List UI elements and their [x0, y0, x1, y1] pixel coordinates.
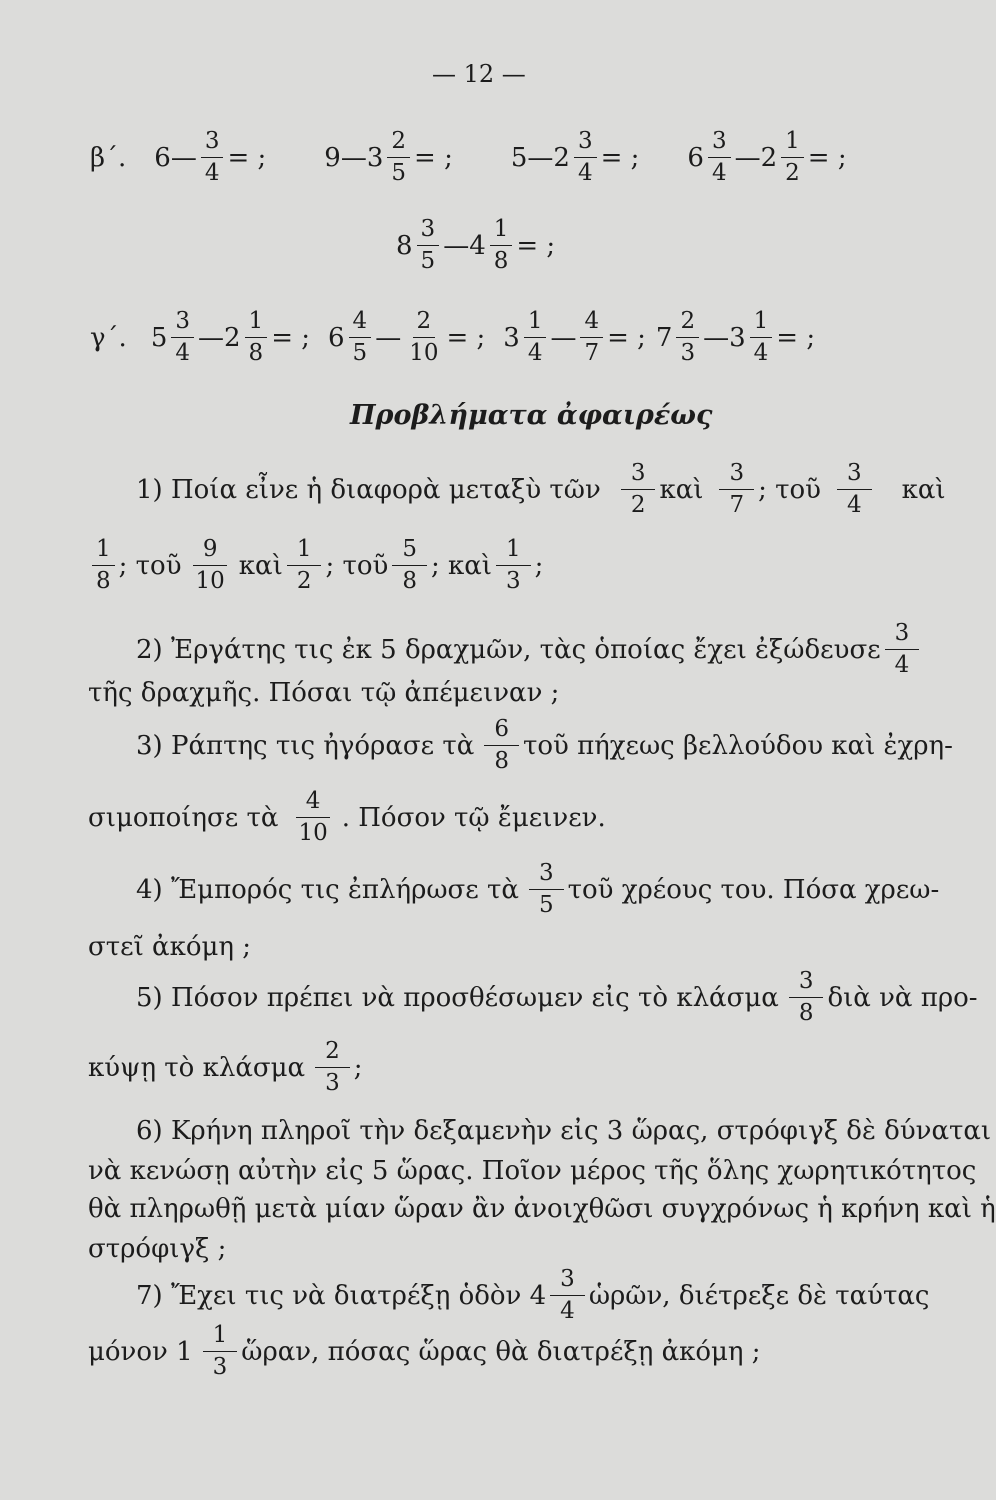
problem-4-text-1a: 4) Ἔμπορός τις ἐπλήρωσε τὰ [136, 874, 519, 905]
exercise-b2-end: = ; [414, 142, 453, 173]
exercise-b3-fraction: $\frac{3}{4}$ [574, 130, 597, 185]
problem-1-fraction-7: $\frac{5}{8}$ [392, 538, 427, 593]
problem-1-tou-2: ; τοῦ [118, 550, 182, 581]
problem-6-line-3: θὰ πληρωθῇ μετὰ μίαν ὥραν ἂν ἀνοιχθῶσι συγχρόνως ἡ κρήνη καὶ ἡ [88, 1194, 996, 1224]
exercise-c4-end: = ; [776, 322, 816, 353]
exercise-b5-fraction-2: $\frac{1}{8}$ [490, 218, 513, 273]
problem-5-line-1 [136, 970, 978, 1025]
exercise-b1-whole: 6 [154, 142, 171, 173]
section-b-label: β΄. [90, 142, 127, 173]
problem-1-fraction-2: $\frac{3}{7}$ [719, 462, 754, 517]
exercise-c2-end: = ; [446, 322, 486, 353]
exercise-c4-lead: 7 [655, 322, 673, 353]
exercise-b5-fraction-1: $\frac{3}{5}$ [417, 218, 440, 273]
problem-1-kai-2: καὶ [901, 474, 946, 505]
exercise-b5-lead: 8 [396, 230, 413, 261]
problem-7-fraction-1: $\frac{3}{4}$ [550, 1268, 585, 1323]
problem-1-tou-3: ; τοῦ [325, 550, 389, 581]
problem-1-tou-1: ; τοῦ [758, 474, 821, 505]
problem-1-kai-3: καὶ [238, 550, 283, 581]
problem-4-line-2: στεῖ ἀκόμη ; [88, 932, 252, 962]
problem-5-text-2b: ; [353, 1052, 363, 1083]
problem-3-text-1b: τοῦ πήχεως βελλούδου καὶ ἐχρη- [522, 730, 953, 761]
problem-6-line-2: νὰ κενώσῃ αὐτὴν εἰς 5 ὥρας. Ποῖον μέρος τῆς ὅλης χωρητικότητος [88, 1156, 977, 1186]
exercise-b5-end: = ; [516, 230, 556, 261]
problem-1-fraction-4: $\frac{1}{8}$ [92, 538, 115, 593]
exercise-c4-fraction-1: $\frac{2}{3}$ [676, 310, 699, 365]
exercise-b4-lead: 6 [687, 142, 704, 173]
exercise-c2-lead: 6 [328, 322, 345, 353]
exercise-c2-fraction-2: $\frac{2}{10}$ [409, 308, 439, 366]
problem-7-text-1b: ὡρῶν, διέτρεξε δὲ ταύτας [588, 1280, 930, 1311]
problem-2-line-1 [136, 620, 910, 678]
problem-1-kai-1: καὶ [659, 474, 704, 505]
exercise-c4-fraction-2: $\frac{1}{4}$ [750, 310, 773, 365]
exercise-b1-op: — [170, 142, 197, 173]
problem-7-text-2a: μόνον 1 [88, 1336, 193, 1367]
problems-heading: Προβλήματα ἀφαιρέως [350, 400, 713, 431]
exercise-c3-end: = ; [607, 322, 646, 353]
exercise-b2-fraction: $\frac{2}{5}$ [387, 130, 410, 185]
problem-3-text-2a: σιμοποίησε τὰ [88, 802, 279, 833]
section-b-row2 [396, 218, 555, 273]
problem-7-text-2b: ὥραν, πόσας ὥρας θὰ διατρέξῃ ἀκόμη ; [241, 1336, 761, 1367]
exercise-c3-fraction-2: $\frac{4}{7}$ [580, 310, 603, 365]
problem-7-line-1 [136, 1266, 930, 1324]
section-c-label: γ΄. [90, 322, 127, 353]
problem-5-text-1b: διὰ νὰ προ- [827, 982, 978, 1013]
problem-1-text: 1) Ποία εἶνε ἡ διαφορὰ μεταξὺ τῶν [136, 474, 601, 505]
problem-7-text-1a: 7) Ἔχει τις νὰ διατρέξῃ ὁδὸν 4 [136, 1280, 547, 1311]
problem-2-fraction: $\frac{3}{4}$ [885, 622, 920, 677]
problem-1-end: ; [534, 550, 544, 581]
exercise-b4-fraction-1: $\frac{3}{4}$ [708, 130, 731, 185]
exercise-c1-fraction-1: $\frac{3}{4}$ [171, 310, 194, 365]
exercise-b4-mid: —2 [734, 142, 778, 173]
problem-4-line-1 [136, 862, 939, 917]
exercise-b3-end: = ; [600, 142, 640, 173]
problem-6-line-1: 6) Κρήνη πληροῖ τὴν δεξαμενὴν εἰς 3 ὥρας, στρόφιγξ δὲ δύναται [136, 1116, 992, 1146]
problem-4-text-1b: τοῦ χρέους του. Πόσα χρεω- [567, 874, 940, 905]
problem-1-line-1 [136, 462, 946, 517]
problem-3-line-2 [88, 790, 606, 845]
page-number: — 12 — [432, 60, 526, 88]
problem-1-fraction-6: $\frac{1}{2}$ [287, 538, 322, 593]
problem-2-text-1: 2) Ἐργάτης τις ἐκ 5 δραχμῶν, τὰς ὁποίας ἔχει ἐξώδευσε [136, 634, 881, 665]
exercise-b1-fraction: $\frac{3}{4}$ [201, 130, 224, 185]
problem-3-fraction-1: $\frac{6}{8}$ [484, 718, 519, 773]
problem-3-fraction-2: $\frac{4}{10}$ [288, 790, 337, 845]
problem-3-text-2b: . Πόσον τῷ ἔμεινεν. [341, 802, 606, 833]
problem-4-fraction: $\frac{3}{5}$ [529, 862, 564, 917]
exercise-b5-mid: —4 [443, 230, 486, 261]
problem-1-fraction-5: $\frac{9}{10}$ [186, 538, 235, 593]
exercise-c1-mid: —2 [198, 322, 241, 353]
problem-3-line-1 [136, 718, 953, 773]
problem-1-kai-4: ; καὶ [430, 550, 492, 581]
exercise-b4-fraction-2: $\frac{1}{2}$ [781, 130, 804, 185]
exercise-b1-end: = ; [227, 142, 267, 173]
problem-1-fraction-3: $\frac{3}{4}$ [837, 462, 872, 517]
problem-1-fraction-1: $\frac{3}{2}$ [621, 462, 656, 517]
section-c-row [90, 310, 920, 365]
section-b-row1 [90, 130, 910, 185]
exercise-c4-mid: —3 [703, 322, 746, 353]
problem-1-line-2 [88, 538, 543, 593]
problem-2-line-2: τῆς δραχμῆς. Πόσαι τῷ ἀπέμειναν ; [88, 678, 560, 708]
problem-1-fraction-8: $\frac{1}{3}$ [496, 538, 531, 593]
exercise-b2-lead: 9—3 [324, 142, 384, 173]
exercise-c1-lead: 5 [150, 322, 168, 353]
problem-5-text-2a: κύψῃ τὸ κλάσμα [88, 1052, 306, 1083]
problem-3-text-1a: 3) Ράπτης τις ἠγόρασε τὰ [136, 730, 475, 761]
exercise-b3-lead: 5—2 [510, 142, 570, 173]
problem-5-fraction-1: $\frac{3}{8}$ [789, 970, 824, 1025]
problem-6-line-4: στρόφιγξ ; [88, 1234, 227, 1264]
exercise-c2-mid: — [375, 322, 402, 353]
problem-7-line-2 [88, 1324, 761, 1379]
problem-5-line-2 [88, 1040, 362, 1095]
exercise-c3-lead: 3 [503, 322, 520, 353]
problem-5-fraction-2: $\frac{2}{3}$ [315, 1040, 350, 1095]
problem-5-text-1a: 5) Πόσον πρέπει νὰ προσθέσωμεν εἰς τὸ κλάσμα [136, 982, 779, 1013]
exercise-c2-fraction-1: $\frac{4}{5}$ [349, 310, 372, 365]
problem-7-fraction-2: $\frac{1}{3}$ [203, 1324, 238, 1379]
exercise-c1-end: = ; [271, 322, 310, 353]
exercise-b4-end: = ; [807, 142, 847, 173]
exercise-c1-fraction-2: $\frac{1}{8}$ [245, 310, 268, 365]
exercise-c3-fraction-1: $\frac{1}{4}$ [524, 310, 547, 365]
exercise-c3-mid: — [550, 322, 577, 353]
